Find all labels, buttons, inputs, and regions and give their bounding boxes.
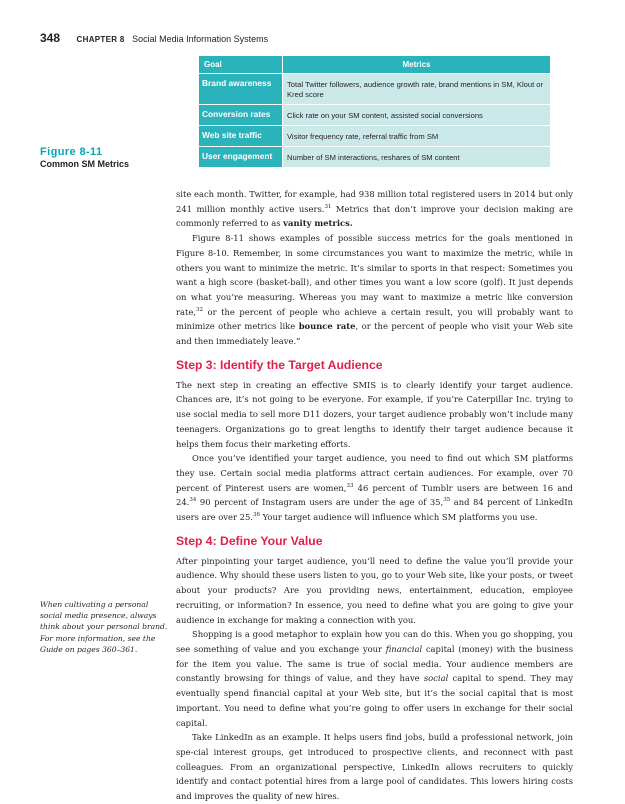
footnote-ref: 32: [195, 306, 203, 313]
chapter-label: CHAPTER 8: [76, 35, 125, 44]
section-heading: Step 4: Define Your Value: [176, 533, 323, 548]
metrics-cell: Click rate on your SM content, assisted social conversions: [283, 105, 551, 126]
chapter-title: Social Media Information Systems: [132, 34, 269, 44]
table-header-row: [199, 56, 551, 74]
goal-cell: User engagement: [199, 147, 283, 168]
paragraph: site each month. Twitter, for example, had 938 million total registered users in 2014 but only 241 million monthly active users.$^{31}$ Metrics that don’t improve your decision making are commonly referred to as vanity metrics.: [176, 189, 573, 229]
key-term: vanity metrics.: [283, 218, 353, 229]
paragraph: The next step in creating an effective SMIS is to clearly identify your target audience. Chances are, it’s not going to be everyone. For example, if you’re Caterpillar Inc. trying to use social media to sell more D11 dozers, your target audience probably won’t include many teenagers. Organizations go to great lengths to identify their target audience because it helps them focus their marketing efforts.: [176, 379, 573, 449]
goal-cell: Conversion rates: [199, 105, 283, 126]
table-row: [199, 147, 551, 168]
figure-caption: Common SM Metrics: [40, 159, 130, 169]
page-number: 348: [40, 31, 61, 45]
paragraph: After pinpointing your target audience, you’ll need to define the value you’ll provide your audience. Why should these users listen to you, go to your Web site, like your posts, or tweet about your products? Are you providing news, entertainment, education, employee recruiting, or information? In essence, you need to define what you are going to give your audience in exchange for making a connection with you.: [176, 555, 573, 625]
running-header: [40, 31, 268, 45]
margin-note: When cultivating a personal social media presence, always think about your personal brand. For more information, see the Guide on pages 360–361.: [40, 600, 168, 654]
footnote-ref: 33: [346, 482, 354, 489]
footnote-ref: 31: [324, 203, 332, 210]
goal-cell: Web site traffic: [199, 126, 283, 147]
sm-metrics-table: [198, 55, 551, 168]
paragraph: Shopping is a good metaphor to explain how you can do this. When you go shopping, you see something of value and you exchange your financial capital (money) with the business for the item you value. The same is true of social media. Your audience members are constantly browsing for things of value, and they have social capital to spend. They may eventually spend financial capital at your Web site, but it’s the social capital that is most important. You need to define what you’re going to offer users in exchange for their social capital.: [176, 629, 574, 728]
section-heading: Step 3: Identify the Target Audience: [176, 357, 383, 372]
figure-caption-block: [40, 146, 129, 169]
metrics-column-header: Metrics: [283, 56, 551, 74]
goal-cell: Brand awareness: [199, 74, 283, 105]
metrics-cell: Total Twitter followers, audience growth rate, brand mentions in SM, Klout or Kred score: [283, 74, 551, 105]
goal-column-header: Goal: [199, 56, 283, 74]
footnote-ref: 34: [189, 497, 197, 504]
metrics-cell: Number of SM interactions, reshares of SM content: [283, 147, 551, 168]
table-row: [199, 74, 551, 105]
paragraph: Figure 8-11 shows examples of possible success metrics for the goals mentioned in Figure 8-10. Remember, in some circumstances you want to maximize the metric, while in others you want to minimize the metric. It’s similar to sports in that respect: Sometimes you want a high score (basket-ball), and other times you want a low score (golf). It just depends on what you’re measuring. Whereas you may want to maximize a metric like conversion rate,$^{32}$ or the percent of people who achieve a certain result, you will probably want to minimize other metrics like bounce rate, or the percent of people who visit your Web site and then immediately leave.”: [176, 233, 574, 347]
footnote-ref: 35: [443, 497, 451, 504]
table-row: [199, 126, 551, 147]
figure-number: Figure 8-11: [40, 146, 103, 158]
paragraph: Once you’ve identified your target audience, you need to find out which SM platforms they use. Certain social media platforms attract certain audiences. For example, over 70 percent of Pinterest users are women,$^{33}$ 46 percent of Tumblr users are between 16 and 24.34 90 percent of Instagram users are under the age of 35,35 and 84 percent of LinkedIn users are over 25.36 Your target audience will influence which SM platforms you use.: [176, 453, 573, 523]
footnote-ref: 36: [252, 512, 260, 519]
body-text: [176, 187, 573, 804]
paragraph: Take LinkedIn as an example. It helps users find jobs, build a professional network, join spe-cial interest groups, get introduced to prospective clients, and reconnect with past colleagues. From an organizational perspective, LinkedIn allows recruiters to quickly identify and contact potential hires from a large pool of candidates. This lowers hiring costs and improves the quality of new hires.: [176, 732, 573, 802]
key-term: bounce rate: [298, 321, 356, 332]
metrics-cell: Visitor frequency rate, referral traffic from SM: [283, 126, 551, 147]
table-row: [199, 105, 551, 126]
